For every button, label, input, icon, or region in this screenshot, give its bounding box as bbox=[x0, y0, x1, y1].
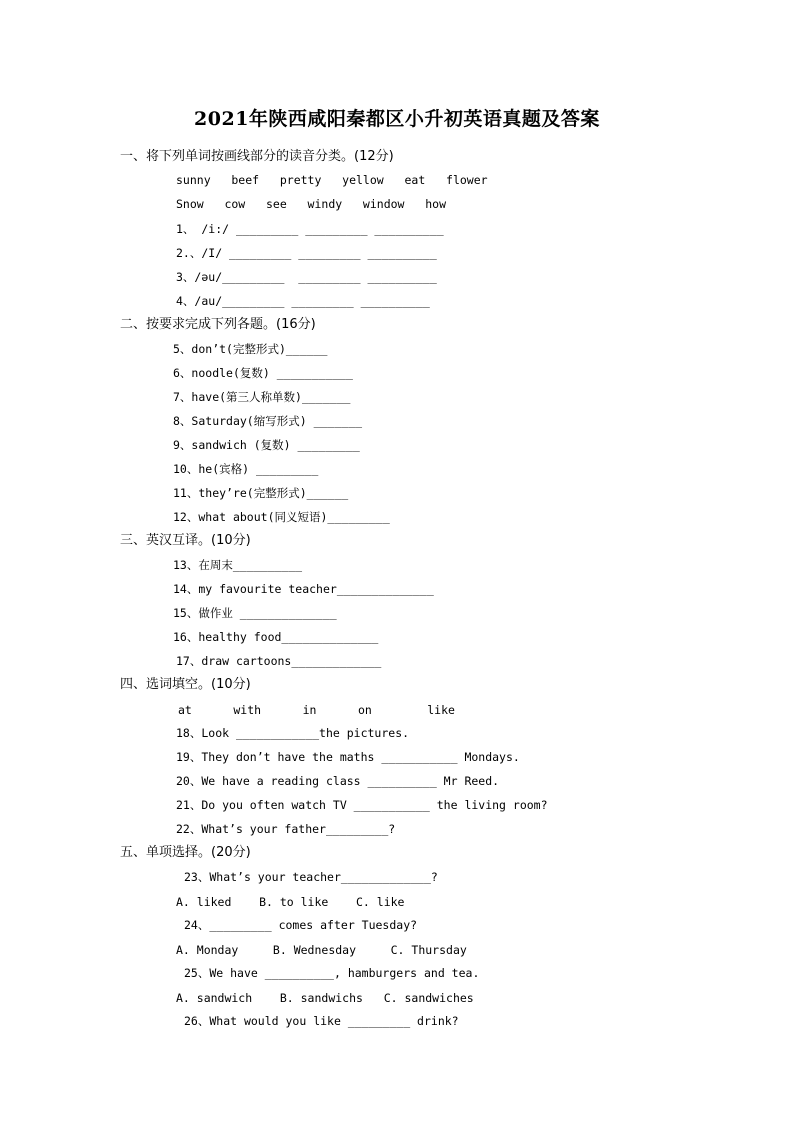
question-21: 21、Do you often watch TV ___________ the living room? bbox=[176, 798, 548, 812]
word-list-2: Snow cow see windy window how bbox=[176, 197, 447, 211]
word-options: at with in on like bbox=[178, 703, 455, 717]
question-25: 25、We have __________, hamburgers and tea. bbox=[184, 966, 480, 980]
question-12: 12、what about(同义短语)_________ bbox=[173, 510, 390, 524]
question-14: 14、my favourite teacher______________ bbox=[173, 582, 434, 596]
word-list-1: sunny beef pretty yellow eat flower bbox=[176, 173, 488, 187]
section-heading-3: 三、英汉互译。(10分) bbox=[120, 533, 251, 548]
question-24: 24、_________ comes after Tuesday? bbox=[184, 918, 418, 932]
question-26: 26、What would you like _________ drink? bbox=[184, 1014, 459, 1028]
question-19: 19、They don’t have the maths ___________ Mondays. bbox=[176, 750, 520, 764]
question-4: 4、/au/_________ _________ __________ bbox=[176, 294, 430, 308]
question-23: 23、What’s your teacher_____________? bbox=[184, 870, 438, 884]
question-24-options: A. Monday B. Wednesday C. Thursday bbox=[176, 943, 467, 957]
section-heading-4: 四、选词填空。(10分) bbox=[120, 677, 251, 692]
question-25-options: A. sandwich B. sandwichs C. sandwiches bbox=[176, 991, 474, 1005]
question-18: 18、Look ____________the pictures. bbox=[176, 726, 410, 740]
question-11: 11、they’re(完整形式)______ bbox=[173, 486, 349, 500]
page-title: 2021年陕西咸阳秦都区小升初英语真题及答案 bbox=[194, 108, 600, 130]
section-heading-1: 一、将下列单词按画线部分的读音分类。(12分) bbox=[120, 149, 394, 164]
question-10: 10、he(宾格) _________ bbox=[173, 462, 319, 476]
question-8: 8、Saturday(缩写形式) _______ bbox=[173, 414, 363, 428]
section-heading-5: 五、单项选择。(20分) bbox=[120, 845, 251, 860]
question-22: 22、What’s your father_________? bbox=[176, 822, 396, 836]
question-16: 16、healthy food______________ bbox=[173, 630, 379, 644]
question-23-options: A. liked B. to like C. like bbox=[176, 895, 405, 909]
question-13: 13、在周末__________ bbox=[173, 558, 303, 572]
question-6: 6、noodle(复数) ___________ bbox=[173, 366, 353, 380]
question-5: 5、don’t(完整形式)______ bbox=[173, 342, 328, 356]
question-17: 17、draw cartoons_____________ bbox=[176, 654, 382, 668]
question-1: 1、 /i:/ _________ _________ __________ bbox=[176, 222, 444, 236]
question-20: 20、We have a reading class __________ Mr Reed. bbox=[176, 774, 500, 788]
question-9: 9、sandwich (复数) _________ bbox=[173, 438, 360, 452]
question-2: 2.、/I/ _________ _________ __________ bbox=[176, 246, 437, 260]
question-15: 15、做作业 ______________ bbox=[173, 606, 337, 620]
question-7: 7、have(第三人称单数)_______ bbox=[173, 390, 351, 404]
question-3: 3、/əu/_________ _________ __________ bbox=[176, 270, 437, 284]
section-heading-2: 二、按要求完成下列各题。(16分) bbox=[120, 317, 316, 332]
